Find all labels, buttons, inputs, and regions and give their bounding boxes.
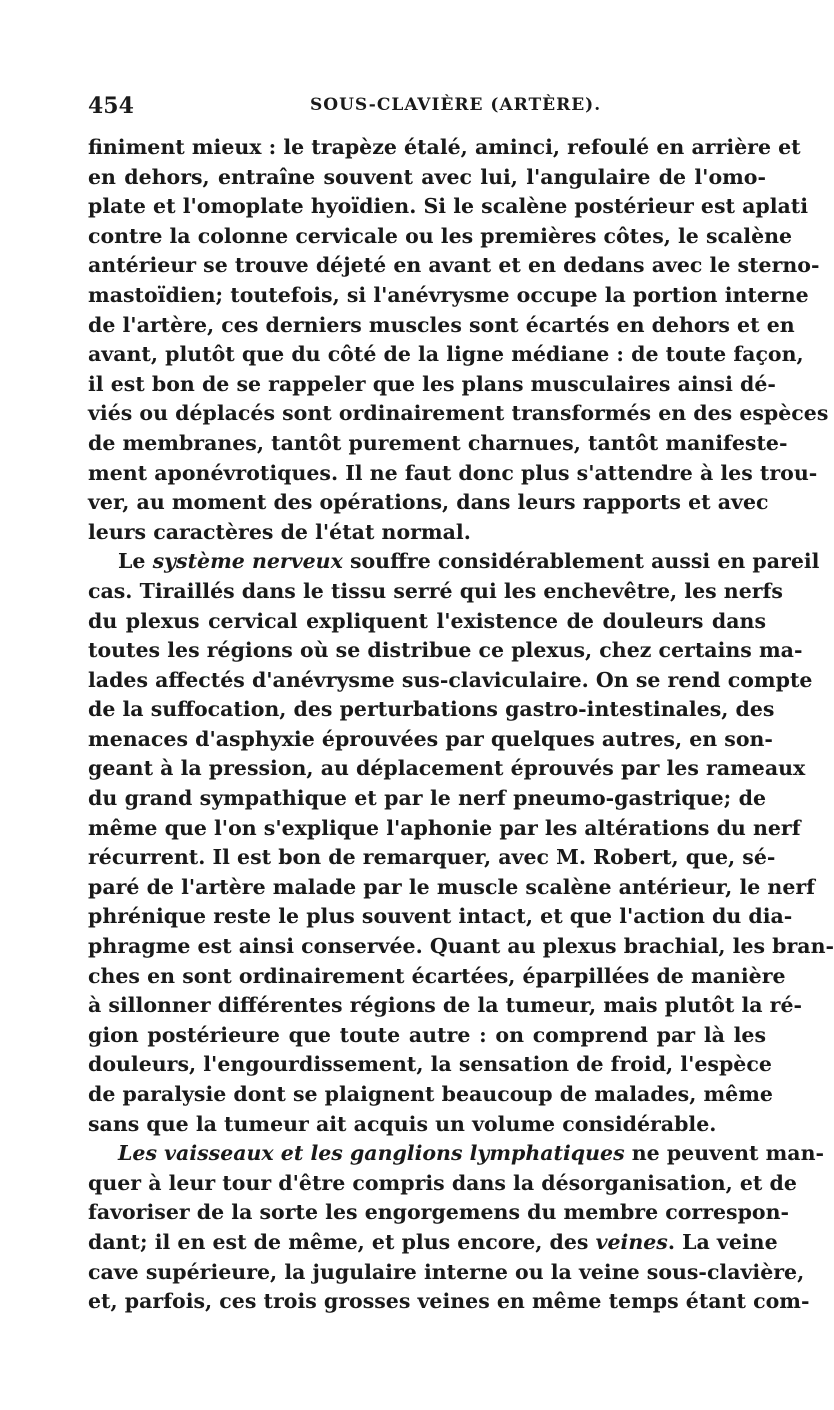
text-line: ches en sont ordinairement écartées, éparpillées de manière <box>88 963 786 988</box>
text-line: ver, au moment des opérations, dans leurs rapports et avec <box>88 490 769 515</box>
italic-term: veines <box>595 1229 668 1254</box>
page-header <box>88 93 770 123</box>
text-line: cas. Tiraillés dans le tissu serré qui les enchevêtre, les nerfs <box>88 578 783 603</box>
text-line: menaces d'asphyxie éprouvées par quelques autres, en son- <box>88 726 773 751</box>
text-line: du grand sympathique et par le nerf pneumo-gastrique; de <box>88 786 766 811</box>
text-line: de la suffocation, des perturbations gastro-intestinales, des <box>88 697 775 722</box>
text-line: cave supérieure, la jugulaire interne ou la veine sous-clavière, <box>88 1259 805 1284</box>
text-line: geant à la pression, au déplacement éprouvés par les rameaux <box>88 756 806 781</box>
paragraph-first-line <box>88 1139 824 1169</box>
text-run: . La veine <box>667 1229 778 1254</box>
italic-term: système nerveux <box>152 549 343 574</box>
text-line: paré de l'artère malade par le muscle scalène antérieur, le nerf <box>88 874 815 899</box>
text-line: finiment mieux : le trapèze étalé, aminci, refoulé en arrière et <box>88 135 801 159</box>
text-line: de paralysie dont se plaignent beaucoup de malades, même <box>88 1082 773 1106</box>
text-line: lades affectés d'anévrysme sus-claviculaire. On se rend compte <box>88 667 813 692</box>
text-line: avant, plutôt que du côté de la ligne médiane : de toute façon, <box>88 342 804 367</box>
text-line: gion postérieure que toute autre : on comprend par là les <box>88 1022 766 1047</box>
text-line: phrénique reste le plus souvent intact, et que l'action du dia- <box>88 904 793 929</box>
text-line: plate et l'omoplate hyoïdien. Si le scalène postérieur est aplati <box>88 194 809 219</box>
text-line: phragme est ainsi conservée. Quant au plexus brachial, les bran- <box>88 934 834 959</box>
italic-term: Les vaisseaux et les ganglions lymphatiques <box>118 1141 625 1166</box>
text-line: ment aponévrotiques. Il ne faut donc plus s'attendre à les trou- <box>88 460 818 485</box>
text-line: récurrent. Il est bon de remarquer, avec M. Robert, que, sé- <box>88 845 776 870</box>
text-line: favoriser de la sorte les engorgemens du membre correspon- <box>88 1200 790 1225</box>
page-number: 454 <box>88 93 134 119</box>
text-line: de membranes, tantôt purement charnues, tantôt manifeste- <box>88 430 788 455</box>
text-line: sans que la tumeur ait acquis un volume considérable. <box>88 1111 717 1136</box>
text-line: mastoïdien; toutefois, si l'anévrysme occupe la portion interne <box>88 282 809 307</box>
text-line: même que l'on s'explique l'aphonie par les altérations du nerf <box>88 815 801 840</box>
text-line <box>88 1228 778 1258</box>
paragraph-first-line <box>88 547 820 577</box>
text-line: et, parfois, ces trois grosses veines en même temps étant com- <box>88 1289 810 1314</box>
text-line: antérieur se trouve déjeté en avant et en dedans avec le sterno- <box>88 253 820 278</box>
running-head: SOUS-CLAVIÈRE (ARTÈRE). <box>310 95 602 115</box>
text-line: en dehors, entraîne souvent avec lui, l'angulaire de l'omo- <box>88 164 766 189</box>
text-line: du plexus cervical expliquent l'existence de douleurs dans <box>88 608 766 633</box>
text-run: ne peuvent man- <box>624 1141 824 1166</box>
body-text <box>88 133 834 1317</box>
text-line: quer à leur tour d'être compris dans la désorganisation, et de <box>88 1170 797 1195</box>
text-line: de l'artère, ces derniers muscles sont écartés en dehors et en <box>88 312 795 337</box>
text-run: dant; il en est de même, et plus encore, des <box>88 1229 596 1254</box>
text-line: contre la colonne cervicale ou les premières côtes, le scalène <box>88 223 793 248</box>
text-run: Le <box>118 549 153 574</box>
text-line: toutes les régions où se distribue ce plexus, chez certains ma- <box>88 638 803 663</box>
text-line: à sillonner différentes régions de la tumeur, mais plutôt la ré- <box>88 993 803 1018</box>
text-line: viés ou déplacés sont ordinairement transformés en des espèces <box>88 401 829 426</box>
text-run: souffre considérablement aussi en pareil <box>342 549 820 574</box>
text-line: il est bon de se rappeler que les plans musculaires ainsi dé- <box>88 371 776 396</box>
text-line: douleurs, l'engourdissement, la sensation de froid, l'espèce <box>88 1052 772 1077</box>
text-line: leurs caractères de l'état normal. <box>88 519 471 544</box>
